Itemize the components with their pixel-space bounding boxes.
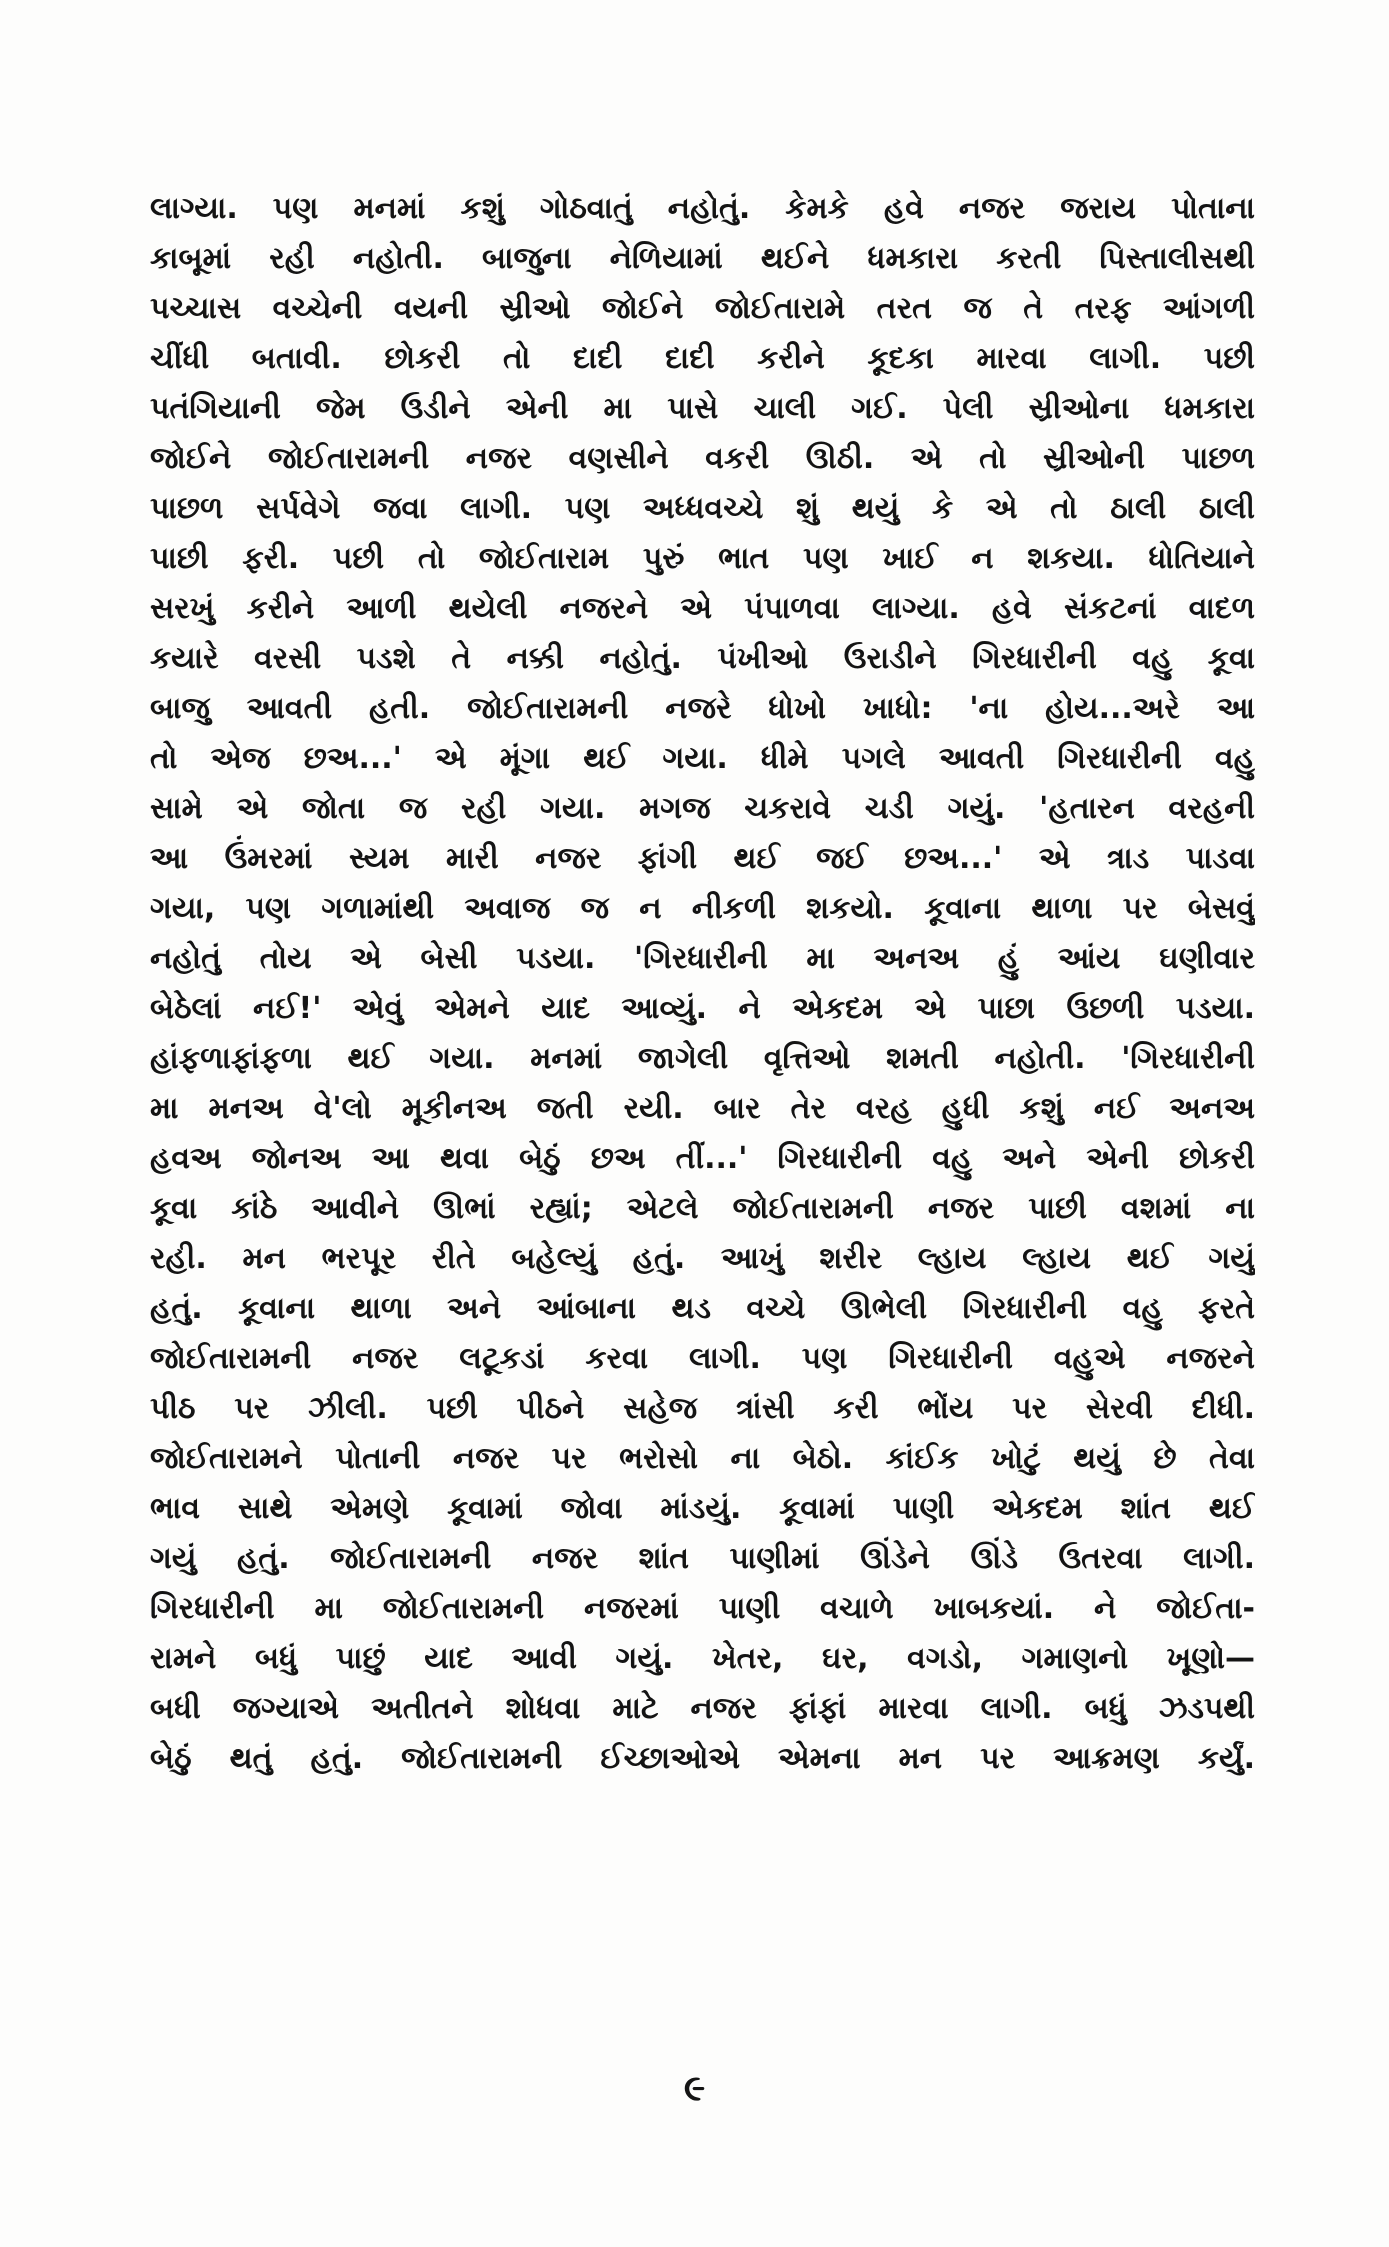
text-line: બાજુ આવતી હતી. જોઈતારામની નજરે ધોખો ખાધો: 'ના હોય...અરે આ xyxy=(150,691,1255,726)
text-line: પાછળ સર્પવેગે જવા લાગી. પણ અધ્ધવચ્ચે શું થયું કે એ તો ઠાલી ઠાલી xyxy=(150,491,1255,526)
text-line: પતંગિયાની જેમ ઉડીને એની મા પાસે ચાલી ગઈ. પેલી સ્રીઓના ધમકારા xyxy=(150,391,1255,426)
text-line: રહી. મન ભરપૂર રીતે બહેલ્યું હતું. આખું શરીર લ્હાય લ્હાય થઈ ગયું xyxy=(150,1241,1255,1276)
text-line: હાંફળાફાંફળા થઈ ગયા. મનમાં જાગેલી વૃત્તિઓ શમતી નહોતી. 'ગિરધારીની xyxy=(150,1041,1255,1076)
text-line: આ ઉંમરમાં સ્યમ મારી નજર ફાંગી થઈ જઈ છઅ...' એ ત્રાડ પાડવા xyxy=(150,841,1255,876)
text-line: ગયું હતું. જોઈતારામની નજર શાંત પાણીમાં ઊંડેને ઊંડે ઉતરવા લાગી. xyxy=(150,1541,1255,1576)
text-line: ભાવ સાથે એમણે કૂવામાં જોવા માંડયું. કૂવામાં પાણી એકદમ શાંત થઈ xyxy=(150,1491,1255,1526)
text-line: જોઈને જોઈતારામની નજર વણસીને વકરી ઊઠી. એ તો સ્રીઓની પાછળ xyxy=(150,441,1255,476)
text-line: જોઈતારામને પોતાની નજર પર ભરોસો ના બેઠો. કાંઈક ખોટું થયું છે તેવા xyxy=(150,1441,1255,1476)
text-line: સામે એ જોતા જ રહી ગયા. મગજ ચકરાવે ચડી ગયું. 'હતારન વરહની xyxy=(150,791,1255,826)
text-line: કયારે વરસી પડશે તે નક્કી નહોતું. પંખીઓ ઉરાડીને ગિરધારીની વહુ કૂવા xyxy=(150,641,1255,676)
text-line: રામને બધું પાછું યાદ આવી ગયું. ખેતર, ઘર, વગડો, ગમાણનો ખૂણો— xyxy=(150,1641,1255,1676)
text-line: બેઠું થતું હતું. જોઈતારામની ઈચ્છાઓએ એમના મન પર આક્રમણ કર્યું. xyxy=(150,1741,1255,1776)
text-line: હવઅ જોનઅ આ થવા બેઠું છઅ તીં...' ગિરધારીની વહુ અને એની છોકરી xyxy=(150,1141,1255,1176)
text-line: પીઠ પર ઝીલી. પછી પીઠને સહેજ ત્રાંસી કરી ભોંય પર સેરવી દીધી. xyxy=(150,1391,1255,1426)
text-line: ગિરધારીની મા જોઈતારામની નજરમાં પાણી વચાળે ખાબકયાં. ને જોઈતા- xyxy=(150,1591,1255,1626)
text-line: પચ્ચાસ વચ્ચેની વયની સ્રીઓ જોઈને જોઈતારામે તરત જ તે તરફ આંગળી xyxy=(150,291,1255,326)
text-line: ચીંધી બતાવી. છોકરી તો દાદી દાદી કરીને કૂદકા મારવા લાગી. પછી xyxy=(150,341,1255,376)
text-line: બેઠેલાં નઈ!' એવું એમને યાદ આવ્યું. ને એકદમ એ પાછા ઉછળી પડયા. xyxy=(150,991,1255,1026)
text-line: મા મનઅ વે'લો મૂકીનઅ જતી રયી. બાર તેર વરહ હુધી કશું નઈ અનઅ xyxy=(150,1091,1255,1126)
text-line: નહોતું તોય એ બેસી પડયા. 'ગિરધારીની મા અનઅ હું આંય ઘણીવાર xyxy=(150,941,1255,976)
text-line: હતું. કૂવાના થાળા અને આંબાના થડ વચ્ચે ઊભેલી ગિરધારીની વહુ ફરતે xyxy=(150,1291,1255,1326)
text-line: બધી જગ્યાએ અતીતને શોધવા માટે નજર ફાંફાં મારવા લાગી. બધું ઝડપથી xyxy=(150,1691,1255,1726)
text-line: કૂવા કાંઠે આવીને ઊભાં રહ્યાં; એટલે જોઈતારામની નજર પાછી વશમાં ના xyxy=(150,1191,1255,1226)
text-line: સરખું કરીને આળી થયેલી નજરને એ પંપાળવા લાગ્યા. હવે સંકટનાં વાદળ xyxy=(150,591,1255,626)
body-text xyxy=(150,184,1255,1784)
page-number: ૯ xyxy=(683,2068,706,2109)
text-line: ગયા, પણ ગળામાંથી અવાજ જ ન નીકળી શકયો. કૂવાના થાળા પર બેસવું xyxy=(150,891,1255,926)
text-line: જોઈતારામની નજર લટૂકડાં કરવા લાગી. પણ ગિરધારીની વહુએ નજરને xyxy=(150,1341,1255,1376)
text-line: લાગ્યા. પણ મનમાં કશું ગોઠવાતું નહોતું. કેમકે હવે નજર જરાય પોતાના xyxy=(150,191,1255,226)
text-line: તો એજ છઅ...' એ મૂંગા થઈ ગયા. ધીમે પગલે આવતી ગિરધારીની વહુ xyxy=(150,741,1255,776)
text-line: પાછી ફરી. પછી તો જોઈતારામ પુરું ભાત પણ ખાઈ ન શકયા. ધોતિયાને xyxy=(150,541,1255,576)
text-line: કાબૂમાં રહી નહોતી. બાજુના નેળિયામાં થઈને ધમકારા કરતી પિસ્તાલીસથી xyxy=(150,241,1255,276)
